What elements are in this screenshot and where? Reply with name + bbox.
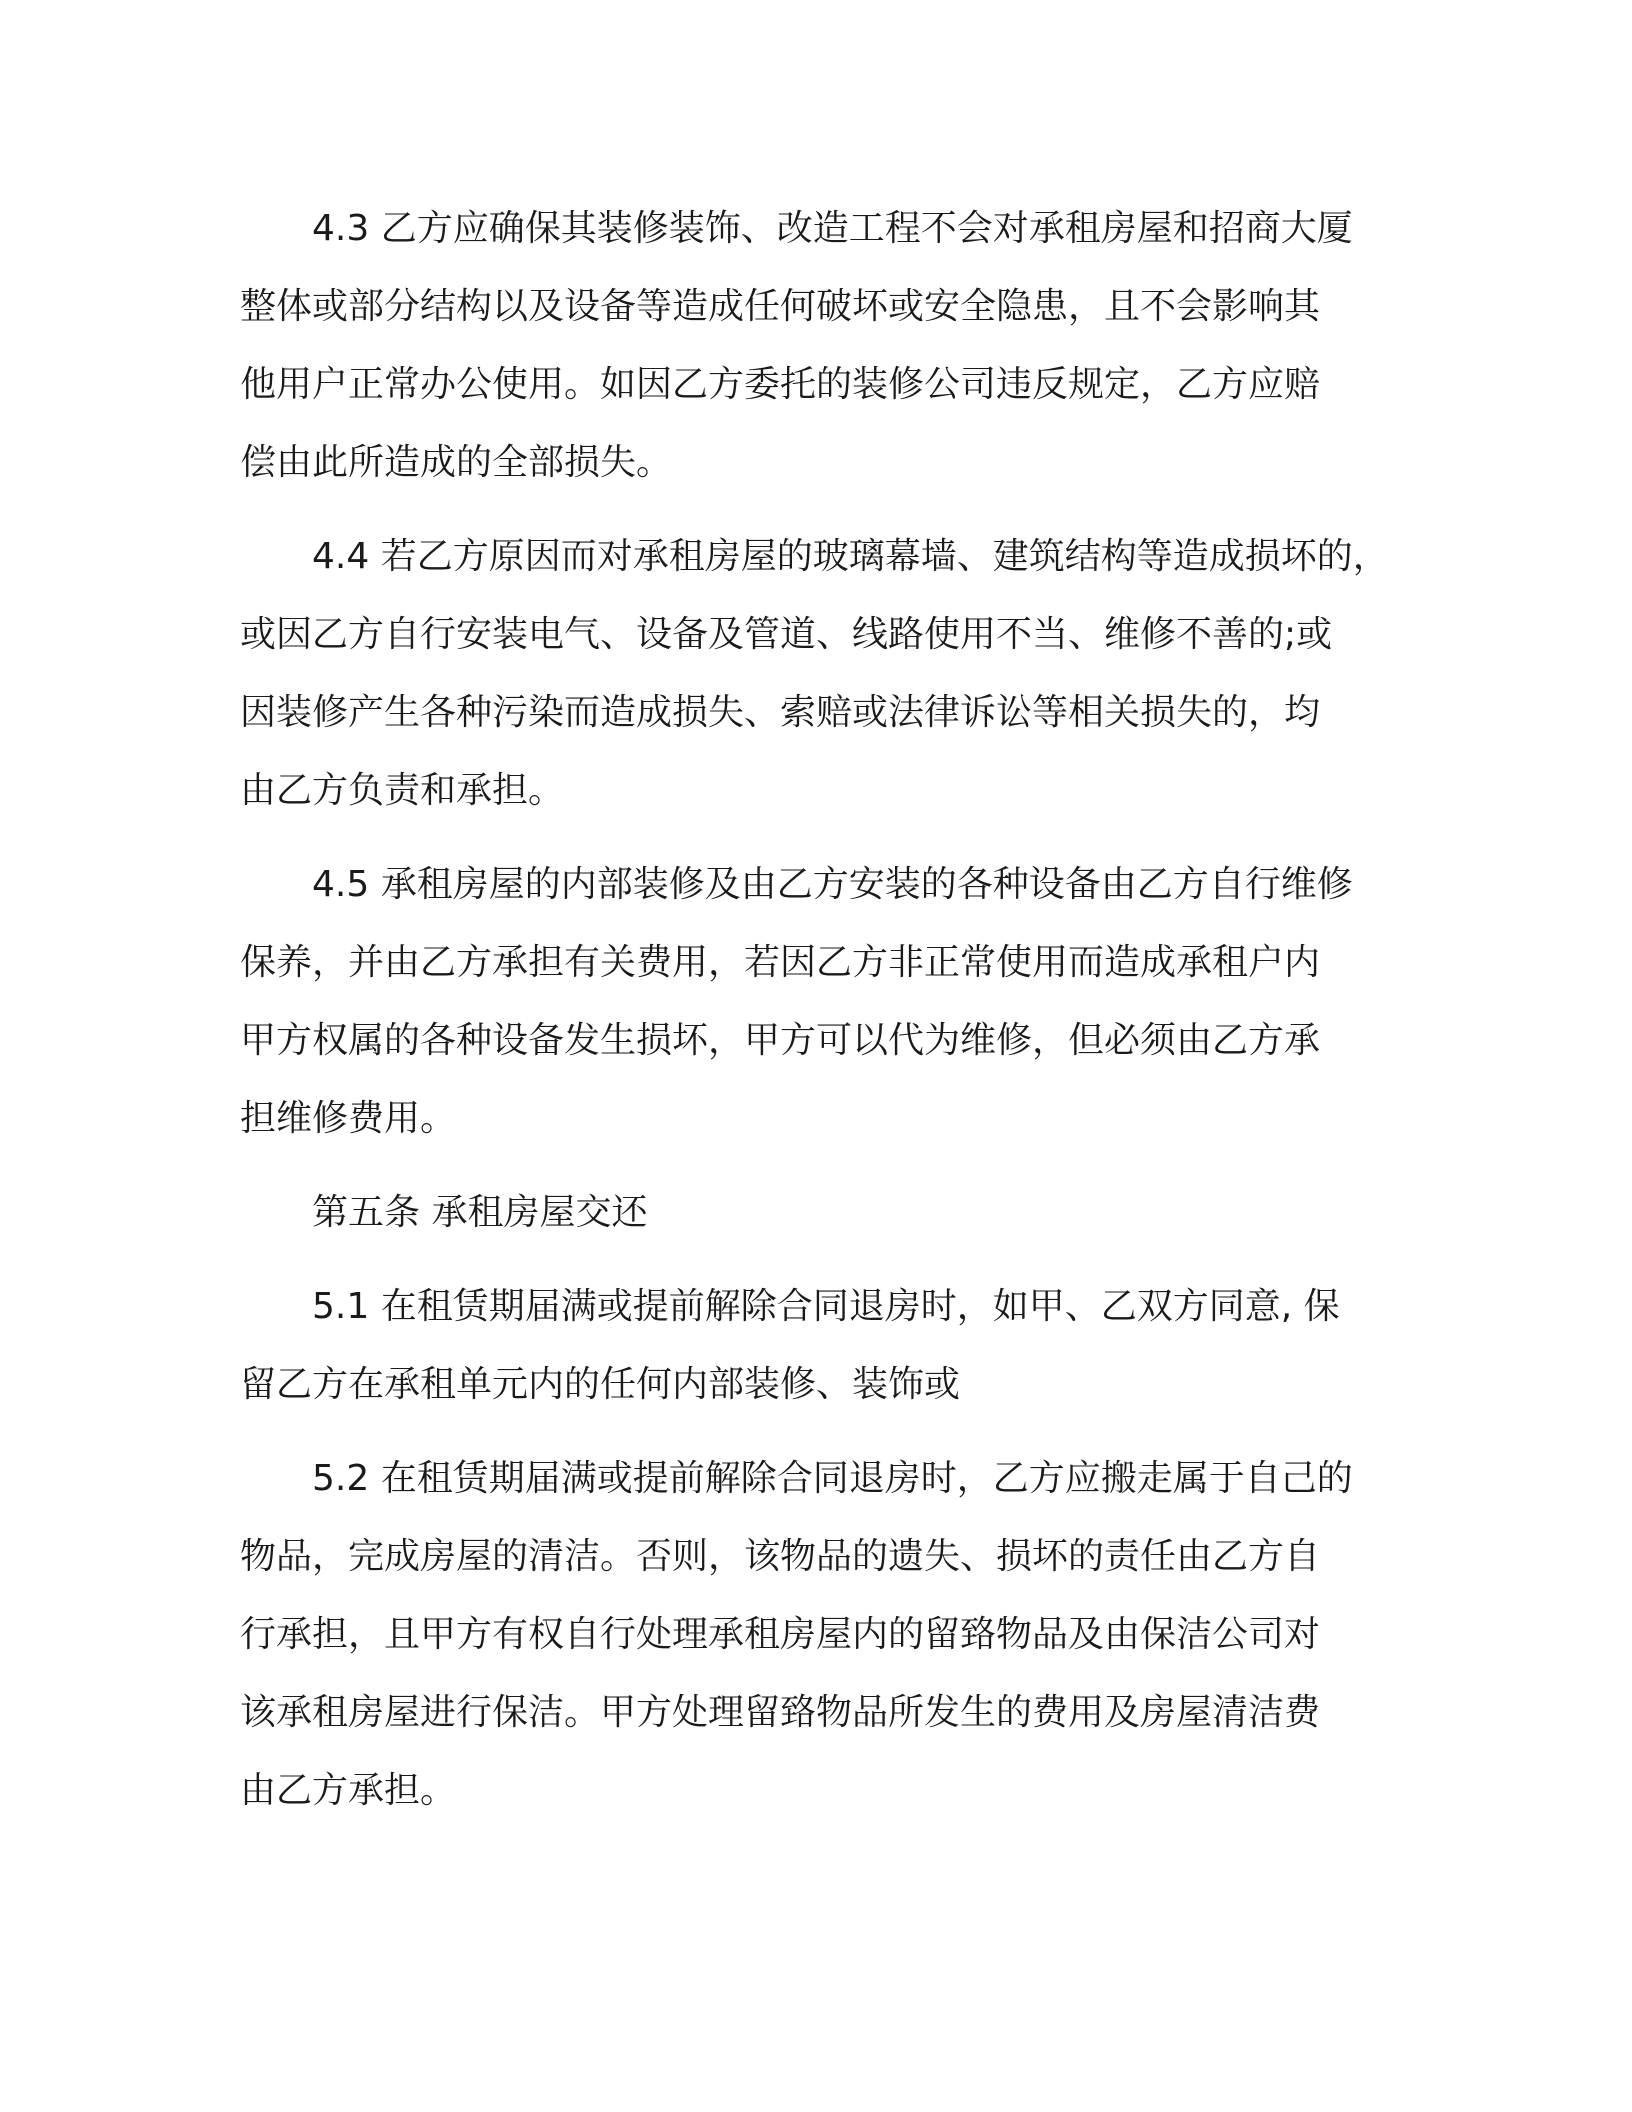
paragraph-4-5 — [240, 846, 1400, 1158]
paragraph-4-4 — [240, 518, 1400, 830]
paragraph-5-1 — [240, 1268, 1400, 1424]
text-line: 行承担，且甲方有权自行处理承租房屋内的留臵物品及由保洁公司对 — [240, 1614, 1321, 1655]
text-line: 甲方权属的各种设备发生损坏，甲方可以代为维修，但必须由乙方承 — [240, 1020, 1321, 1061]
text-line: 保养，并由乙方承担有关费用，若因乙方非正常使用而造成承租户内 — [240, 942, 1321, 983]
text-line: 4.3 乙方应确保其装修装饰、改造工程不会对承租房屋和招商大厦 — [312, 208, 1353, 249]
text-line: 5.1 在租赁期届满或提前解除合同退房时，如甲、乙双方同意, 保 — [312, 1286, 1340, 1327]
text-line: 留乙方在承租单元内的任何内部装修、装饰或 — [240, 1364, 961, 1405]
text-line: 因装修产生各种污染而造成损失、索赔或法律诉讼等相关损失的，均 — [240, 692, 1321, 733]
text-line: 或因乙方自行安装电气、设备及管道、线路使用不当、维修不善的;或 — [240, 614, 1333, 655]
text-line: 整体或部分结构以及设备等造成任何破坏或安全隐患，且不会影响其 — [240, 286, 1321, 327]
paragraph-5-2 — [240, 1440, 1400, 1830]
document-page — [240, 190, 1400, 1846]
section-heading: 第五条 承租房屋交还 — [312, 1192, 648, 1233]
paragraph-4-3 — [240, 190, 1400, 502]
text-line: 物品，完成房屋的清洁。否则，该物品的遗失、损坏的责任由乙方自 — [240, 1536, 1321, 1577]
text-line: 5.2 在租赁期届满或提前解除合同退房时，乙方应搬走属于自己的 — [312, 1458, 1353, 1499]
text-line: 4.5 承租房屋的内部装修及由乙方安装的各种设备由乙方自行维修 — [312, 864, 1353, 905]
text-line: 偿由此所造成的全部损失。 — [240, 442, 673, 483]
text-line: 该承租房屋进行保洁。甲方处理留臵物品所发生的费用及房屋清洁费 — [240, 1692, 1321, 1733]
text-line: 由乙方负责和承担。 — [240, 770, 565, 811]
text-line: 担维修费用。 — [240, 1098, 457, 1139]
text-line: 4.4 若乙方原因而对承租房屋的玻璃幕墙、建筑结构等造成损坏的， — [312, 536, 1389, 577]
text-line: 由乙方承担。 — [240, 1770, 457, 1811]
text-line: 他用户正常办公使用。如因乙方委托的装修公司违反规定，乙方应赔 — [240, 364, 1321, 405]
